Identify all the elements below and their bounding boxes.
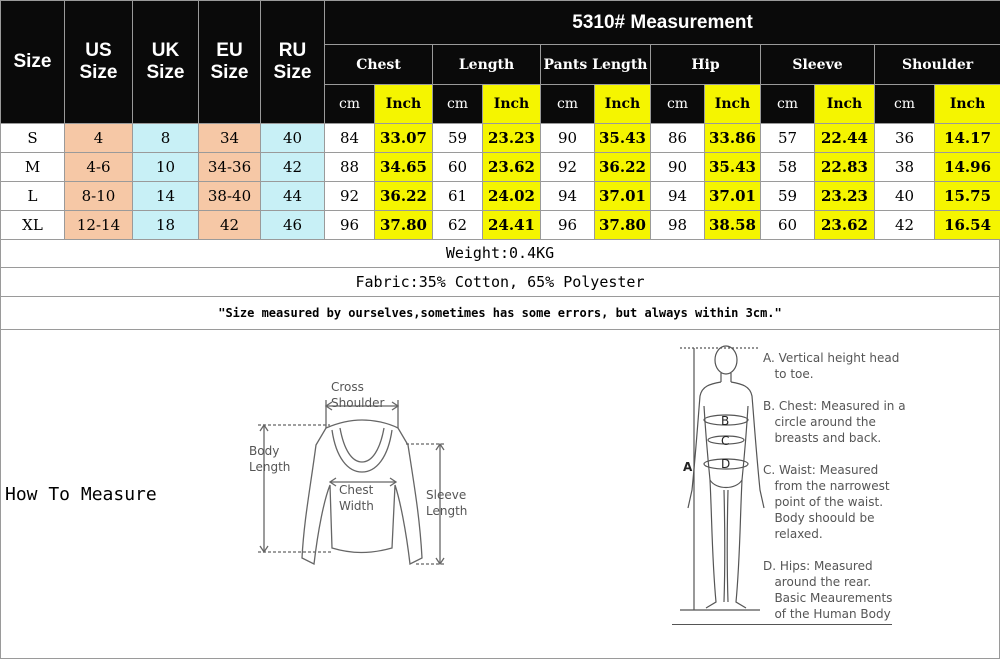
inch-value-cell: 36.22 [375,182,433,211]
inch-value-cell: 23.23 [815,182,875,211]
cm-value-cell: 94 [541,182,595,211]
inch-value-cell: 24.41 [483,211,541,240]
how-to-measure-label: How To Measure [5,484,157,505]
cm-unit-header: cm [541,85,595,124]
inch-value-cell: 23.62 [815,211,875,240]
inch-value-cell: 37.80 [595,211,651,240]
weight-info: Weight:0.4KG [0,240,1000,268]
body-letter-a: A [683,460,693,474]
inch-value-cell: 22.83 [815,153,875,182]
note-a: A. Vertical height head to toe. [763,351,900,381]
cm-value-cell: 36 [875,124,935,153]
size-cell: L [1,182,65,211]
inch-unit-header: Inch [595,85,651,124]
inch-value-cell: 33.07 [375,124,433,153]
cm-unit-header: cm [761,85,815,124]
inch-unit-header: Inch [935,85,1000,124]
size-cell: M [1,153,65,182]
us-size-header: US Size [65,1,133,124]
eu-size-header: EU Size [199,1,261,124]
body-base-line [672,624,892,625]
inch-value-cell: 35.43 [705,153,761,182]
size-row [1,124,1000,153]
inch-unit-header: Inch [483,85,541,124]
cm-value-cell: 92 [541,153,595,182]
chest-width-label: Chest Width [339,483,374,513]
uk-size-cell: 10 [133,153,199,182]
cm-value-cell: 59 [761,182,815,211]
inch-value-cell: 38.58 [705,211,761,240]
cm-value-cell: 58 [761,153,815,182]
body-length-label: Body Length [249,444,291,474]
sleeve-header: Sleeve [761,45,875,85]
shoulder-header: Shoulder [875,45,1000,85]
body-letter-d: D [721,457,731,471]
inch-value-cell: 15.75 [935,182,1000,211]
inch-value-cell: 24.02 [483,182,541,211]
body-letter-b: B [721,414,730,428]
us-size-cell: 4-6 [65,153,133,182]
inch-value-cell: 23.23 [483,124,541,153]
cm-value-cell: 61 [433,182,483,211]
us-size-cell: 12-14 [65,211,133,240]
cm-value-cell: 59 [433,124,483,153]
ru-size-header: RU Size [261,1,325,124]
cm-unit-header: cm [651,85,705,124]
ru-size-cell: 44 [261,182,325,211]
inch-value-cell: 33.86 [705,124,761,153]
cm-value-cell: 88 [325,153,375,182]
size-row [1,211,1000,240]
inch-value-cell: 16.54 [935,211,1000,240]
size-cell: XL [1,211,65,240]
cm-value-cell: 60 [761,211,815,240]
cm-value-cell: 86 [651,124,705,153]
inch-value-cell: 36.22 [595,153,651,182]
cm-value-cell: 60 [433,153,483,182]
ru-size-cell: 46 [261,211,325,240]
inch-value-cell: 14.96 [935,153,1000,182]
cm-unit-header: cm [875,85,935,124]
cm-value-cell: 94 [651,182,705,211]
uk-size-cell: 18 [133,211,199,240]
cm-unit-header: cm [325,85,375,124]
size-chart-table [0,0,1000,240]
hip-header: Hip [651,45,761,85]
cm-value-cell: 96 [325,211,375,240]
inch-value-cell: 22.44 [815,124,875,153]
chest-header: Chest [325,45,433,85]
inch-unit-header: Inch [815,85,875,124]
measurement-note: "Size measured by ourselves,sometimes has some errors, but always within 3cm." [0,297,1000,330]
inch-value-cell: 35.43 [595,124,651,153]
inch-value-cell: 37.01 [705,182,761,211]
us-size-cell: 8-10 [65,182,133,211]
size-row [1,182,1000,211]
cm-value-cell: 38 [875,153,935,182]
ru-size-cell: 42 [261,153,325,182]
cm-value-cell: 92 [325,182,375,211]
uk-size-cell: 14 [133,182,199,211]
inch-value-cell: 37.80 [375,211,433,240]
human-body-diagram [670,340,770,630]
uk-size-header: UK Size [133,1,199,124]
uk-size-cell: 8 [133,124,199,153]
inch-value-cell: 37.01 [595,182,651,211]
cm-value-cell: 98 [651,211,705,240]
cm-value-cell: 90 [541,124,595,153]
length-header: Length [433,45,541,85]
sleeve-length-label: Sleeve Length [426,488,468,518]
size-cell: S [1,124,65,153]
note-c: C. Waist: Measured from the narrowest point of the waist. Body shoould be relaxed. [763,463,890,541]
eu-size-cell: 42 [199,211,261,240]
cm-value-cell: 96 [541,211,595,240]
us-size-cell: 4 [65,124,133,153]
fabric-info: Fabric:35% Cotton, 65% Polyester [0,268,1000,297]
inch-value-cell: 14.17 [935,124,1000,153]
eu-size-cell: 38-40 [199,182,261,211]
cm-value-cell: 57 [761,124,815,153]
size-header: Size [1,1,65,124]
note-b: B. Chest: Measured in a circle around the breasts and back. [763,399,906,445]
cm-value-cell: 90 [651,153,705,182]
inch-unit-header: Inch [375,85,433,124]
cm-value-cell: 62 [433,211,483,240]
ru-size-cell: 40 [261,124,325,153]
inch-value-cell: 34.65 [375,153,433,182]
eu-size-cell: 34 [199,124,261,153]
measurement-title: 5310# Measurement [325,1,1000,45]
cm-unit-header: cm [433,85,483,124]
cross-shoulder-label: Cross Shoulder [331,380,385,410]
pants-length-header: Pants Length [541,45,651,85]
cm-value-cell: 42 [875,211,935,240]
eu-size-cell: 34-36 [199,153,261,182]
cm-value-cell: 84 [325,124,375,153]
note-d: D. Hips: Measured around the rear. Basic Meaurements of the Human Body [763,559,893,621]
inch-unit-header: Inch [705,85,761,124]
inch-value-cell: 23.62 [483,153,541,182]
body-letter-c: C [721,434,730,448]
cm-value-cell: 40 [875,182,935,211]
size-row [1,153,1000,182]
